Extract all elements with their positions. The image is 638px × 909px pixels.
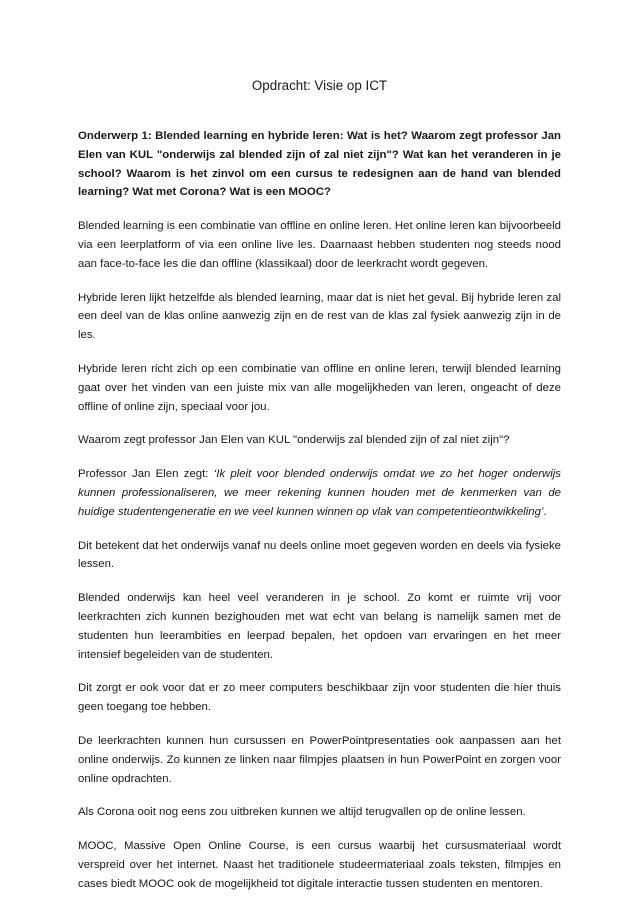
paragraph-quote [78, 465, 561, 521]
paragraph-mooc: MOOC, Massive Open Online Course, is een cursus waarbij het cursusmateriaal wordt verspreid over het internet. Naast het traditionele studeermateriaal zoals teksten, filmpjes en cases biedt MOOC ook de mogelijkheid tot digitale interactie tussen studenten en mentoren. [78, 840, 561, 890]
paragraph-hybride-leren: Hybride leren lijkt hetzelfde als blended learning, maar dat is niet het geval. Bij hybride leren zal een deel van de klas online aanwezig zijn en de rest van de klas zal fysiek aanwezig zijn in de les. [78, 291, 561, 342]
paragraph-school-change: Blended onderwijs kan heel veel veranderen in je school. Zo komt er ruimte vrij voor leerkrachten zich kunnen bezighouden met wat echt van belang is namelijk samen met de studenten hun leerambities en leerpad bepalen, het opdoen van ervaringen en het meer intensief begeleiden van de studenten. [78, 592, 561, 661]
paragraph-teachers: De leerkrachten kunnen hun cursussen en PowerPointpresentaties ook aanpassen aan het online onderwijs. Zo kunnen ze linken naar filmpjes plaatsen in hun PowerPoint en zorgen voor online opdrachten. [78, 734, 561, 785]
question-paragraph: Onderwerp 1: Blended learning en hybride leren: Wat is het? Waarom zegt professor Jan Elen van KUL "onderwijs zal blended zijn of zal niet zijn"? Wat kan het veranderen in je school? Waarom is het zinvol om een cursus te redesignen aan de hand van blended learning? Wat met Corona? Wat is een MOOC? [78, 130, 561, 199]
quote-text: ‘Ik pleit voor blended onderwijs omdat we zo het hoger onderwijs kunnen professionaliseren, we meer rekening kunnen houden met de kenmerken van de huidige studentengeneratie en we veel kunnen winnen op vlak van competentieontwikkeling’ [78, 468, 561, 518]
document-title: Opdracht: Visie op ICT [251, 78, 388, 93]
paragraph-computers: Dit zorgt er ook voor dat er zo meer computers beschikbaar zijn voor studenten die hier thuis geen toegang toe hebben. [78, 682, 561, 714]
paragraph-corona: Als Corona ooit nog eens zou uitbreken kunnen we altijd terugvallen op de online lessen. [78, 806, 526, 819]
paragraph-blended-learning: Blended learning is een combinatie van offline en online leren. Het online leren kan bijvoorbeeld via een leerplatform of via een online live les. Daarnaast hebben studenten nog steeds nood aan face-to-face les die dan offline (klassikaal) door de leerkracht wordt gegeven. [78, 220, 561, 270]
document-body [78, 127, 561, 909]
quote-intro: Professor Jan Elen zegt: [78, 468, 214, 481]
paragraph-difference: Hybride leren richt zich op een combinatie van offline en online leren, terwijl blended learning gaat over het vinden van een juiste mix van alle mogelijkheden van leren, ongeacht of deze offline of online zijn, speciaal voor jou. [78, 362, 561, 413]
paragraph-question-elen: Waarom zegt professor Jan Elen van KUL "onderwijs zal blended zijn of zal niet zijn"? [78, 434, 510, 447]
paragraph-meaning: Dit betekent dat het onderwijs vanaf nu deels online moet gegeven worden en deels via fysieke lessen. [78, 539, 561, 571]
quote-end: . [543, 505, 547, 518]
